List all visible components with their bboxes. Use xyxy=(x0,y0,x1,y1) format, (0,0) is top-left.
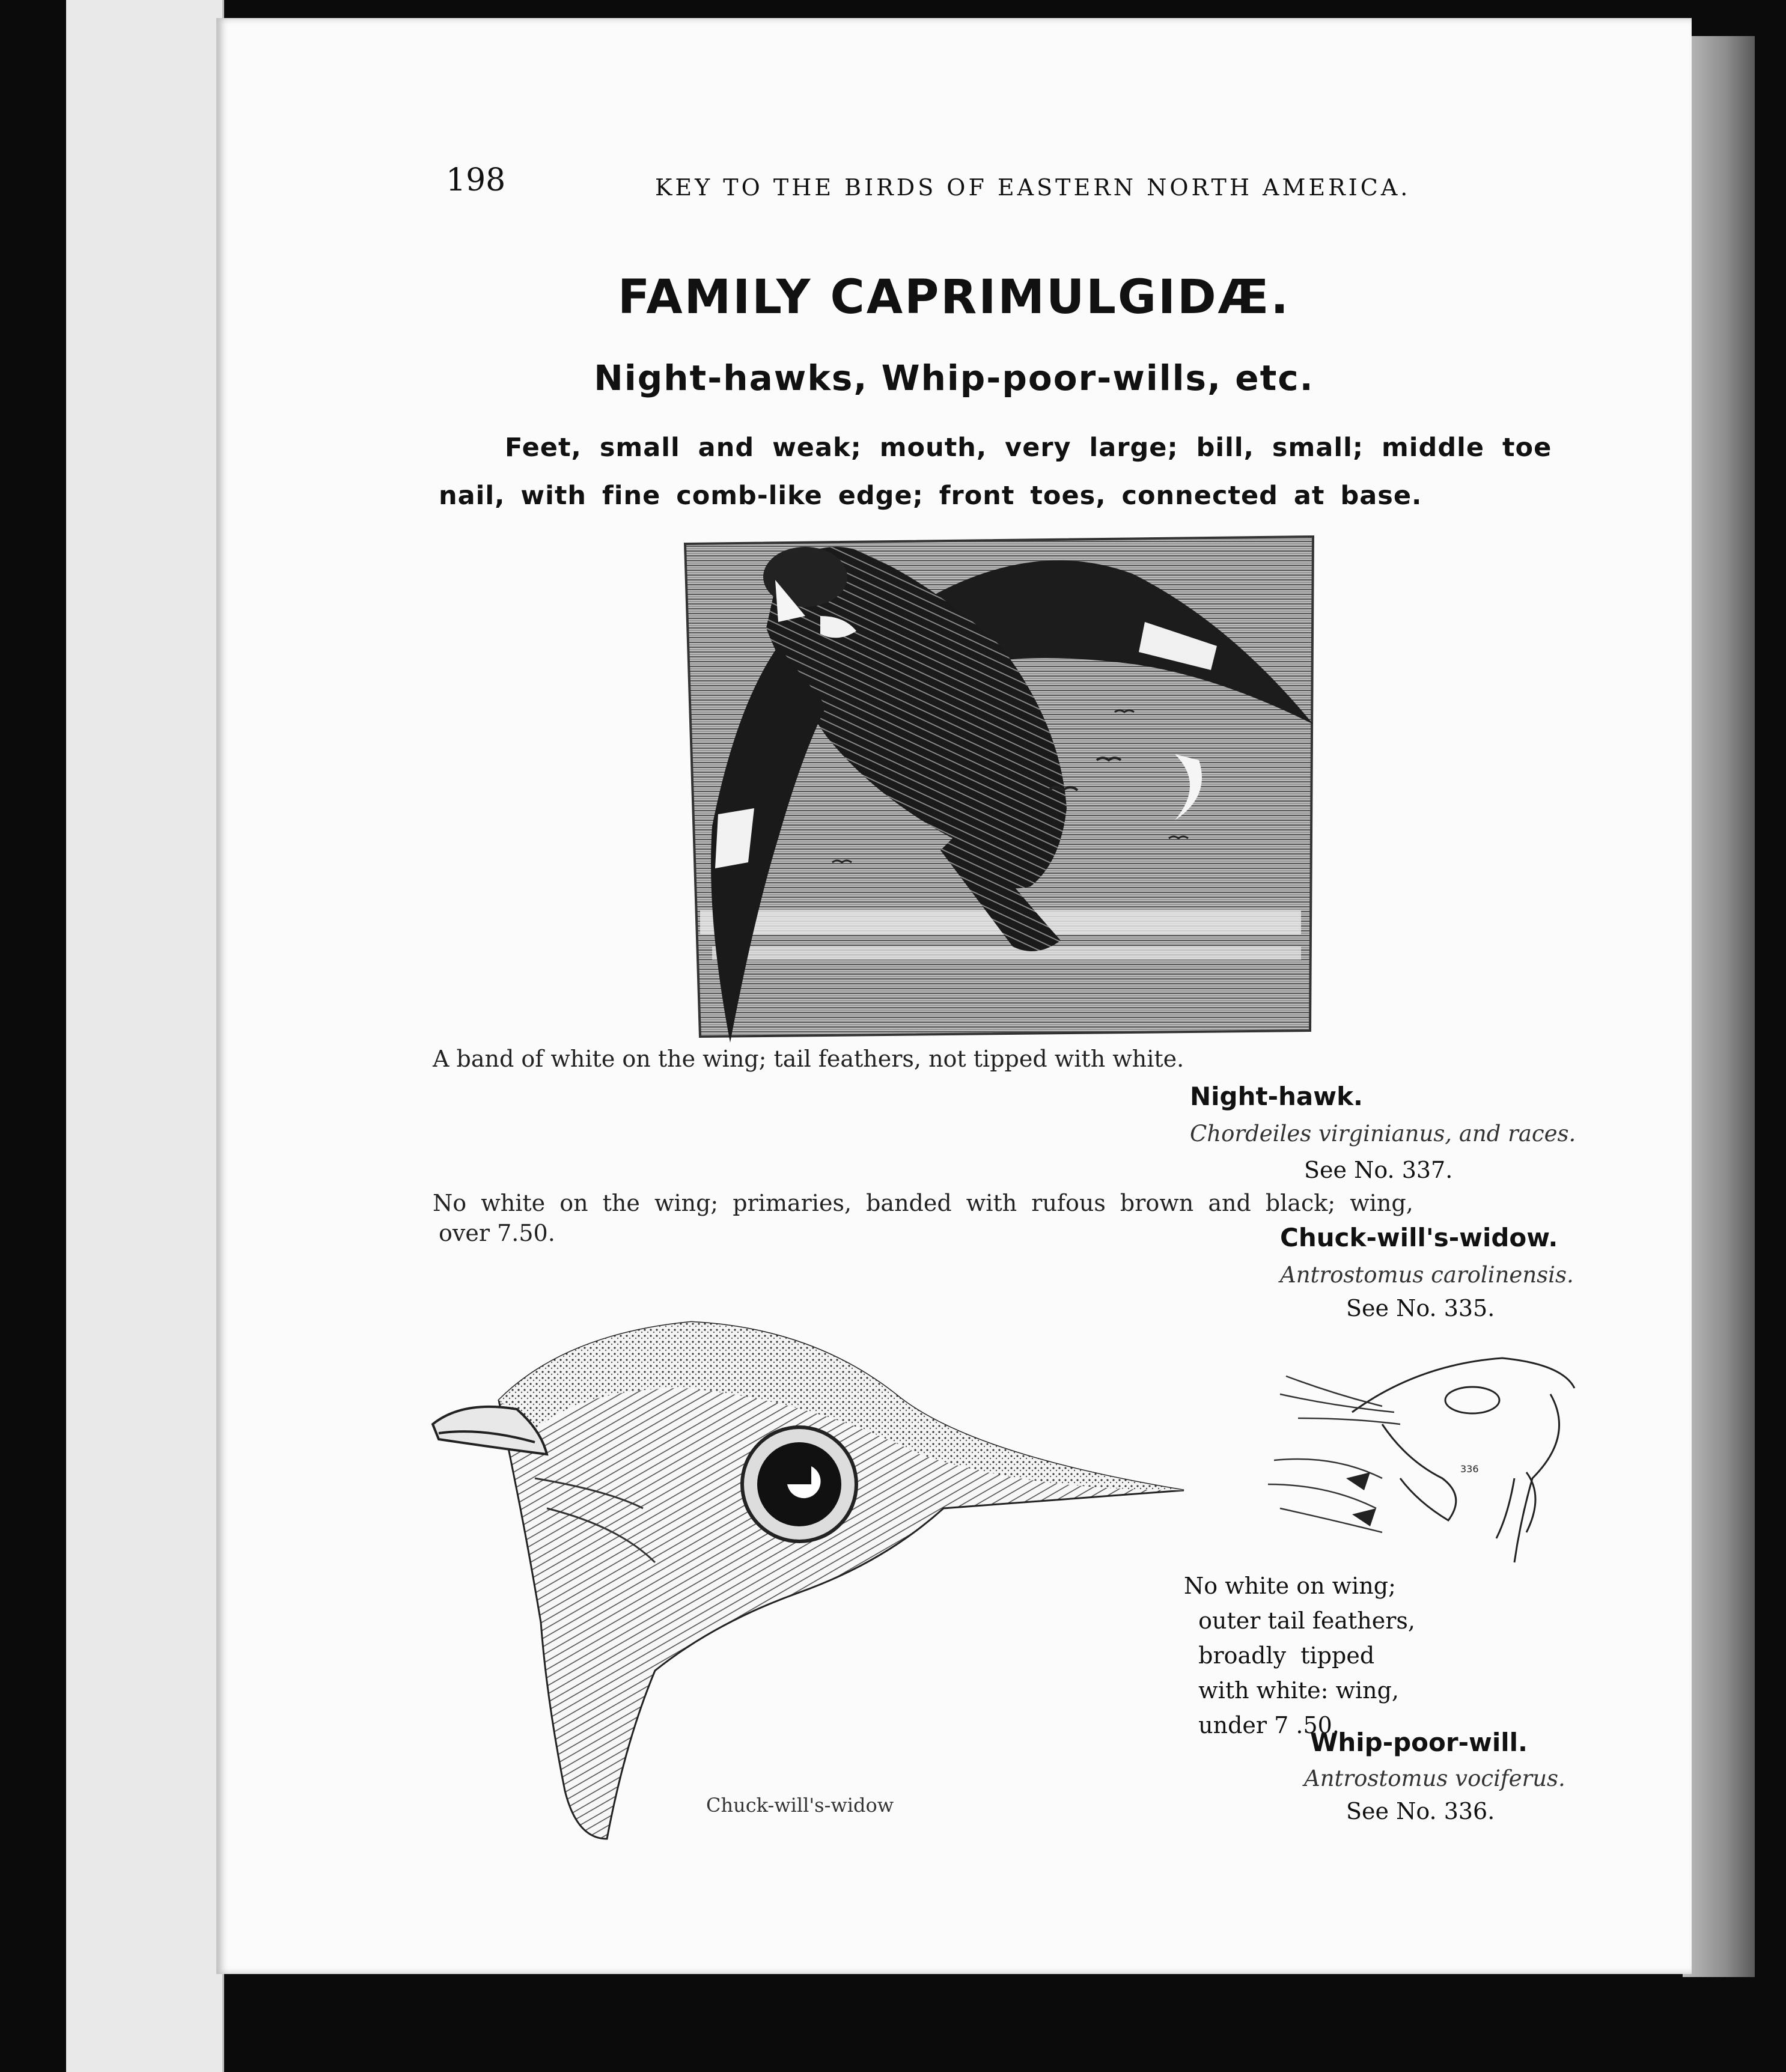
family-title: FAMILY CAPRIMULGIDÆ. xyxy=(617,270,1291,325)
figure-label-336: 336 xyxy=(1460,1463,1479,1475)
page-number: 198 xyxy=(446,162,506,198)
common-name-whip-poor-will: Whip-poor-will. xyxy=(1310,1728,1528,1757)
common-name-chuck-wills-widow: Chuck-will's-widow. xyxy=(1280,1223,1558,1252)
scientific-name-nighthawk: Chordeiles virginianus, and races. xyxy=(1190,1121,1576,1147)
whip-poor-will-detail-illustration xyxy=(1262,1340,1599,1568)
book-page xyxy=(216,18,1692,1974)
family-description-line-1: Feet, small and weak; mouth, very large; bill, small; middle toe xyxy=(505,433,1552,463)
facing-page-edge xyxy=(1683,36,1755,1977)
see-reference-nighthawk: See No. 337. xyxy=(1304,1157,1453,1183)
common-name-nighthawk: Night-hawk. xyxy=(1190,1082,1363,1111)
family-subtitle: Night-hawks, Whip-poor-wills, etc. xyxy=(594,358,1314,398)
chuck-wills-widow-head-illustration xyxy=(427,1310,1202,1851)
key-text-chuck-wills-widow-line-2: over 7.50. xyxy=(439,1220,555,1246)
family-description-line-2: nail, with fine comb-like edge; front toes, connected at base. xyxy=(439,481,1422,511)
scientific-name-whip-poor-will: Antrostomus vociferus. xyxy=(1304,1766,1565,1791)
running-head: KEY TO THE BIRDS OF EASTERN NORTH AMERICA. xyxy=(655,174,1411,201)
nighthawk-illustration xyxy=(676,526,1322,1049)
key-text-chuck-wills-widow-line-1: No white on the wing; primaries, banded with rufous brown and black; wing, xyxy=(433,1190,1413,1216)
key-text-nighthawk: A band of white on the wing; tail feathers, not tipped with white. xyxy=(433,1046,1184,1072)
key-text-whip-poor-will: No white on wing; outer tail feathers, broadly tipped with white: wing, under 7 .50. xyxy=(1184,1573,1416,1738)
figure-caption-chuck-wills-widow: Chuck-will's-widow xyxy=(706,1794,894,1817)
book-page-edges xyxy=(66,0,222,2072)
scientific-name-chuck-wills-widow: Antrostomus carolinensis. xyxy=(1280,1262,1574,1288)
see-reference-chuck-wills-widow: See No. 335. xyxy=(1346,1295,1495,1321)
see-reference-whip-poor-will: See No. 336. xyxy=(1346,1798,1495,1824)
